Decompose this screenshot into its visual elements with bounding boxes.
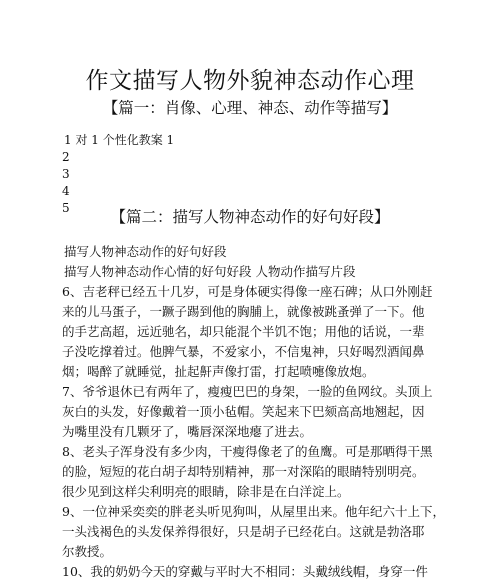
body-line: 8、老头子浑身没有多少肉，干瘦得像老了的鱼鹰。可是那晒得干黑 bbox=[62, 444, 433, 459]
section1-line: 3 bbox=[62, 167, 70, 181]
body-line: 灰白的头发，好像戴着一顶小毡帽。笑起来下巴颏高高地翘起，因 bbox=[62, 404, 425, 419]
section1-line: 5 bbox=[62, 201, 70, 215]
section1-lines bbox=[62, 132, 174, 217]
body-line: 为嘴里没有几颗牙了，嘴唇深深地瘪了进去。 bbox=[62, 424, 313, 439]
body-line: 很少见到这样尖利明亮的眼睛，除非是在白洋淀上。 bbox=[62, 484, 350, 499]
section1-line: 2 bbox=[62, 150, 70, 164]
body-line: 来的儿马蛋子，一蹶子踢到他的胸脯上，就像被跳蚤弹了一下。他 bbox=[62, 304, 425, 319]
section1-line: 1 对 1 个性化教案 1 bbox=[64, 133, 175, 147]
section-heading-1: 【篇一：肖像、心理、神态、动作等描写】 bbox=[102, 99, 398, 117]
section1-line: 4 bbox=[62, 184, 70, 198]
body-line: 子没吃撑着过。他脾气暴，不爱家小，不信鬼神，只好喝烈酒闻鼻 bbox=[62, 344, 425, 359]
body-line: 的脸，短短的花白胡子却特别精神，那一对深陷的眼睛特别明亮。 bbox=[62, 464, 425, 479]
body-line: 6、吉老秤已经五十几岁，可是身体硬实得像一座石碑；从口外刚赶 bbox=[62, 284, 433, 299]
body-line: 一头浅褐色的头发保养得很好，只是胡子已经花白。这就是勃洛耶 bbox=[62, 524, 425, 539]
body-line: 10、我的奶奶今天的穿戴与平时大不相同：头戴绒线帽，身穿一件 bbox=[62, 564, 428, 579]
section-heading-2: 【篇二：描写人物神态动作的好句好段】 bbox=[110, 208, 390, 226]
body-line: 尔教授。 bbox=[62, 544, 113, 559]
body-line: 7、爷爷退休已有两年了，瘦瘦巴巴的身架，一脸的鱼网纹。头顶上 bbox=[62, 384, 433, 399]
body-line: 描写人物神态动作心情的好句好段 人物动作描写片段 bbox=[64, 264, 356, 279]
section2-body bbox=[62, 242, 445, 582]
body-line: 描写人物神态动作的好句好段 bbox=[64, 244, 227, 259]
body-line: 9、一位神采奕奕的胖老头听见狗叫，从屋里出来。他年纪六十上下， bbox=[62, 504, 445, 519]
body-line: 的手艺高超，远近驰名，却只能混个半饥不饱；用他的话说，一辈 bbox=[62, 324, 425, 339]
document-title: 作文描写人物外貌神态动作心理 bbox=[85, 68, 415, 94]
body-line: 烟；喝醉了就睡觉，扯起鼾声像打雷，打起喷嚏像放炮。 bbox=[62, 364, 375, 379]
